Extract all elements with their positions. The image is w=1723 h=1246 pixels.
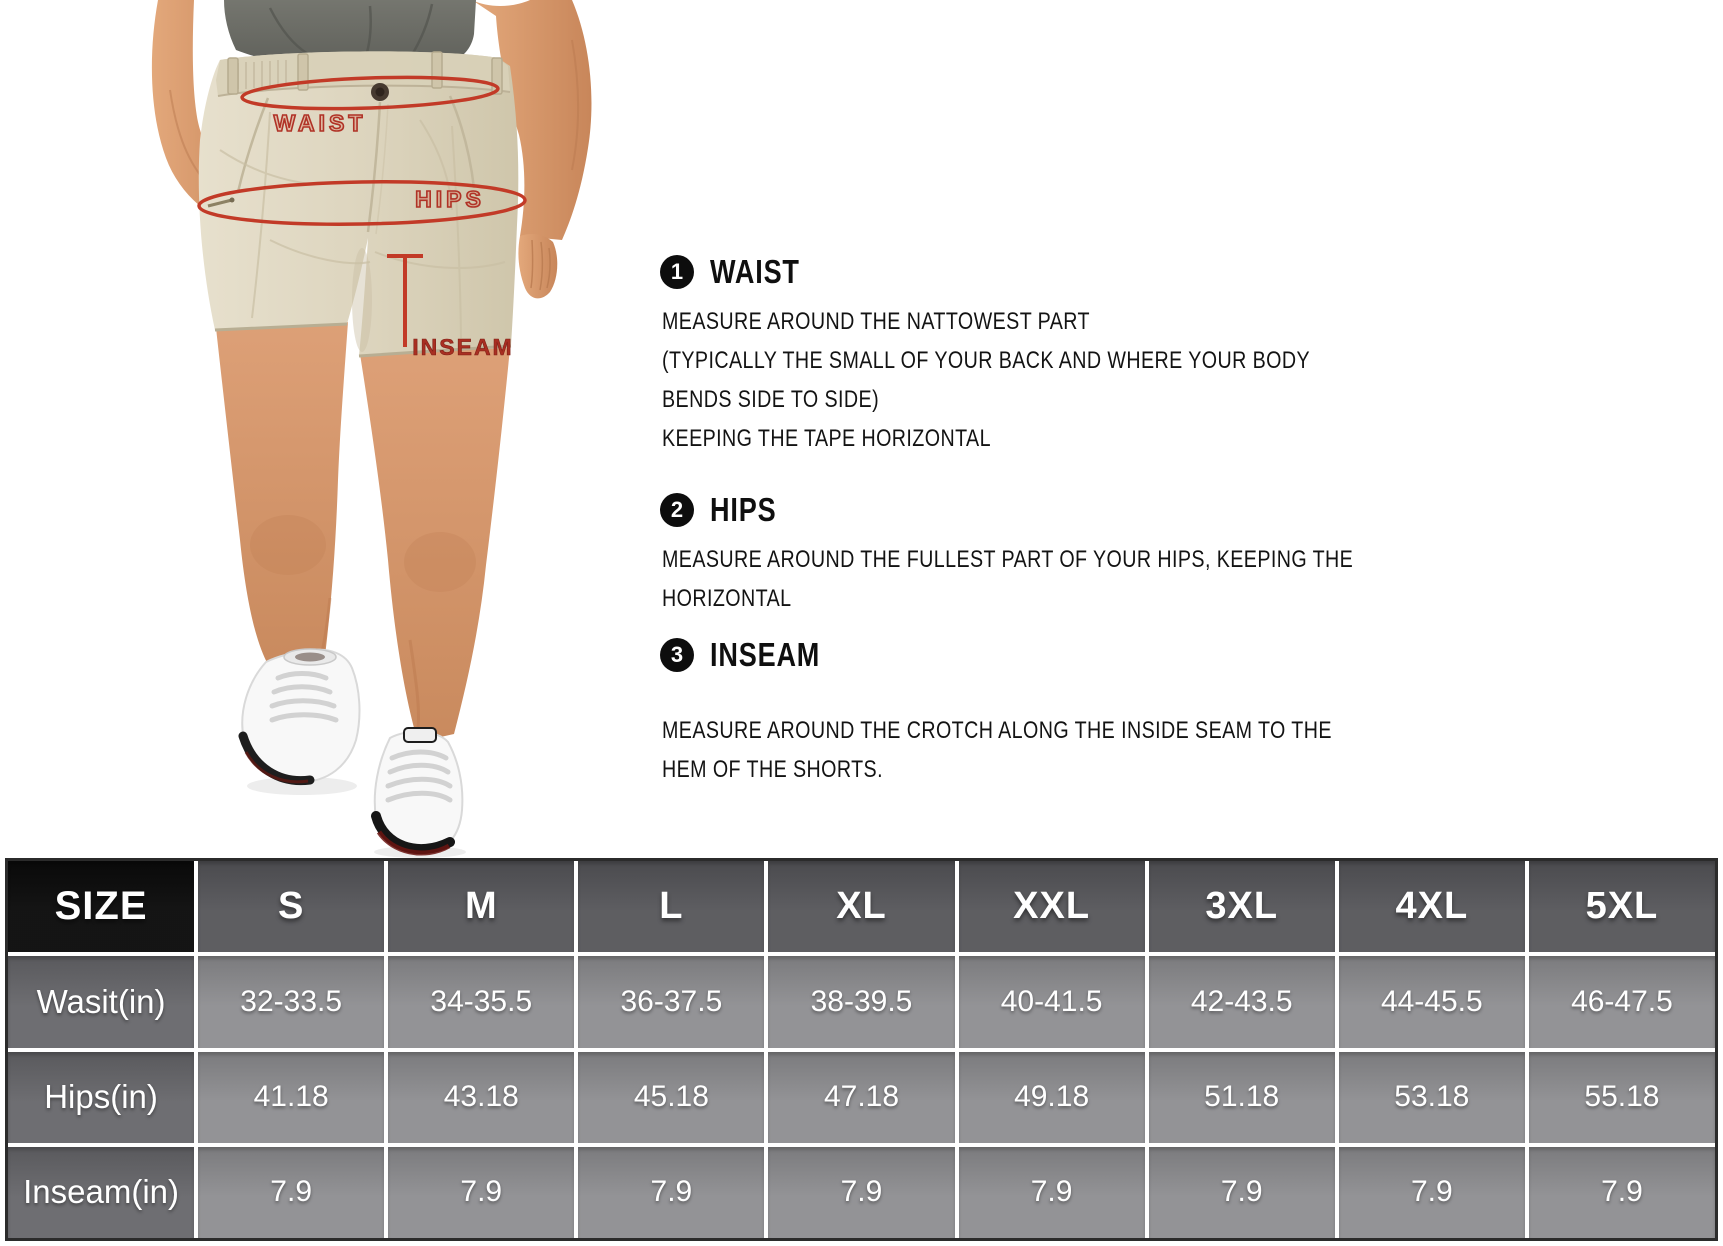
- size-table-cell: 7.9: [959, 1147, 1145, 1238]
- size-table-cell: 40-41.5: [959, 956, 1145, 1047]
- size-table-cell: 42-43.5: [1149, 956, 1335, 1047]
- left-shoe: [242, 649, 359, 782]
- size-table-cell: 55.18: [1529, 1052, 1715, 1143]
- step-line: MEASURE AROUND THE CROTCH ALONG THE INSIDE SEAM TO THE: [662, 717, 1332, 744]
- size-table-cell: 7.9: [1529, 1147, 1715, 1238]
- size-table-row-label: Inseam(in): [8, 1147, 194, 1238]
- size-table-cell: 49.18: [959, 1052, 1145, 1143]
- step-title: WAIST: [710, 253, 800, 290]
- size-table-cell: 36-37.5: [578, 956, 764, 1047]
- step-line: HEM OF THE SHORTS.: [662, 756, 883, 783]
- size-table-cell: 7.9: [198, 1147, 384, 1238]
- size-table-cell: 38-39.5: [768, 956, 954, 1047]
- size-table-cell: 45.18: [578, 1052, 764, 1143]
- size-table-header-cell: XXL: [959, 861, 1145, 952]
- size-table-cell: 43.18: [388, 1052, 574, 1143]
- size-table-header-cell: 4XL: [1339, 861, 1525, 952]
- instruction-section-hips: [660, 492, 1450, 618]
- size-table-cell: 47.18: [768, 1052, 954, 1143]
- inseam-photo-label: INSEAM: [412, 334, 514, 360]
- right-shoe: [375, 728, 463, 854]
- instruction-section-waist: [660, 254, 1450, 458]
- size-table-cell: 34-35.5: [388, 956, 574, 1047]
- size-table-cell: 7.9: [388, 1147, 574, 1238]
- left-leg: [216, 322, 348, 668]
- step-title: HIPS: [710, 491, 777, 528]
- size-table-header-cell: L: [578, 861, 764, 952]
- size-table-cell: 46-47.5: [1529, 956, 1715, 1047]
- step-line: MEASURE AROUND THE FULLEST PART OF YOUR HIPS, KEEPING THE: [662, 546, 1354, 573]
- size-table-cell: 32-33.5: [198, 956, 384, 1047]
- size-table-row-label: Hips(in): [8, 1052, 194, 1143]
- instruction-section-inseam: [660, 637, 1450, 789]
- waist-photo-label: WAIST: [273, 110, 367, 136]
- model-photo: [120, 0, 620, 860]
- size-table-header-cell: M: [388, 861, 574, 952]
- size-table-cell: 7.9: [1149, 1147, 1335, 1238]
- hips-photo-label: HIPS: [415, 186, 485, 212]
- size-table-cell: 7.9: [578, 1147, 764, 1238]
- size-table-header-cell: 5XL: [1529, 861, 1715, 952]
- size-table-header-cell: XL: [768, 861, 954, 952]
- size-table-cell: 7.9: [768, 1147, 954, 1238]
- size-table-row-label: Wasit(in): [8, 956, 194, 1047]
- size-table-header-cell: S: [198, 861, 384, 952]
- step-line: KEEPING THE TAPE HORIZONTAL: [662, 425, 991, 452]
- size-table-header-cell: 3XL: [1149, 861, 1335, 952]
- size-table-cell: 41.18: [198, 1052, 384, 1143]
- step-number-badge: 1: [660, 255, 694, 289]
- size-table-cell: 44-45.5: [1339, 956, 1525, 1047]
- right-leg: [360, 348, 510, 742]
- size-table-cell: 7.9: [1339, 1147, 1525, 1238]
- step-line: HORIZONTAL: [662, 585, 792, 612]
- right-hand: [518, 234, 557, 298]
- step-heading: [660, 637, 1450, 673]
- step-title: INSEAM: [710, 636, 821, 673]
- step-number-badge: 2: [660, 493, 694, 527]
- size-table-header-cell: SIZE: [8, 861, 194, 952]
- step-line: BENDS SIDE TO SIDE): [662, 386, 880, 413]
- step-line: (TYPICALLY THE SMALL OF YOUR BACK AND WHERE YOUR BODY: [662, 347, 1311, 374]
- step-heading: [660, 492, 1450, 528]
- size-table: [5, 858, 1718, 1241]
- step-number-badge: 3: [660, 638, 694, 672]
- size-table-cell: 51.18: [1149, 1052, 1335, 1143]
- size-table-cell: 53.18: [1339, 1052, 1525, 1143]
- step-heading: [660, 254, 1450, 290]
- step-line: MEASURE AROUND THE NATTOWEST PART: [662, 308, 1090, 335]
